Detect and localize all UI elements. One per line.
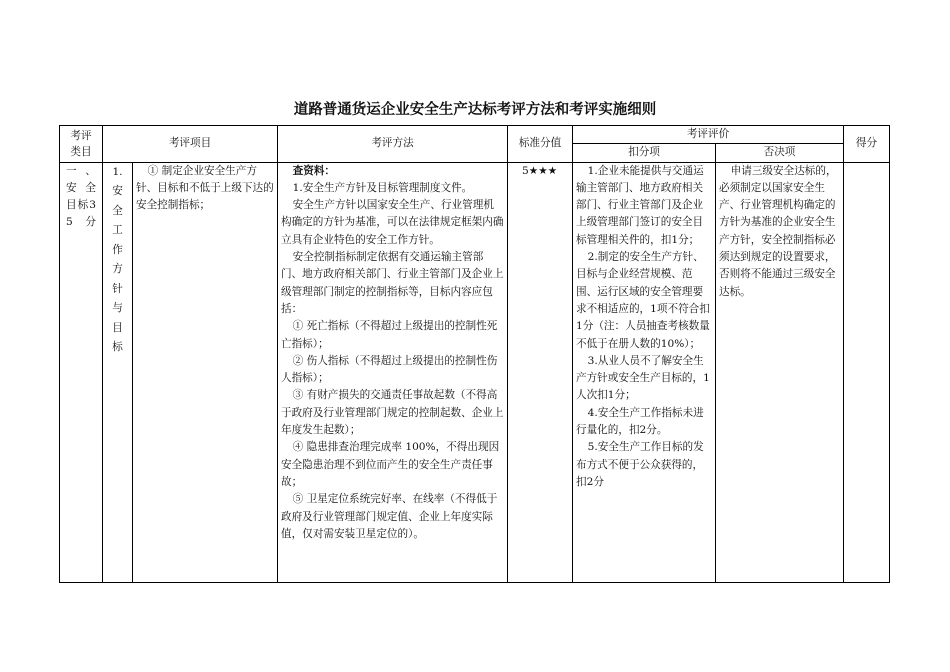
sub-item-text: ① 制定企业安全生产方针、目标和不低于上级下达的安全控制指标； [136,164,274,212]
method-line: 安全生产方针以国家安全生产、行业管理机构确定的方针为基准，可以在法律规定框架内确立具有企业特色的安全工作方针。 [281,199,504,246]
page-title: 道路普通货运企业安全生产达标考评方法和考评实施细则 [293,102,657,118]
item-number-text: 1. 安 全 工 作 方 针 与 目 标 [112,165,123,354]
deduction-item: 5.安全生产工作目标的发布方式不便于公众获得的，扣2分 [576,441,704,488]
header-deduction: 扣分项 [573,144,716,162]
method-line: ④ 隐患排查治理完成率 100%，不得出现因安全隐患治理不到位而产生的安全生产责任事故； [281,441,500,488]
deduction-item: 2.制定的安全生产方针、目标与企业经营规模、范围、运行区域的安全管理要求不相适应的，1项不符合扣1分（注：人员抽查考核数量不低于在册人数的10%）； [576,251,710,350]
sub-item-cell [133,162,278,582]
method-line: ② 伤人指标（不得超过上级提出的控制性伤人指标）； [281,354,498,385]
category-text: 一 、安 全目标35分 [66,164,96,229]
deduction-cell [573,162,716,582]
veto-text: 申请三级安全达标的，必须制定以国家安全生产、行业管理机构确定的方针为基准的企业安全生产方针，安全控制指标必须达到规定的设置要求，否则将不能通过三级安全达标。 [719,164,837,298]
method-line: ① 死亡指标（不得超过上级提出的控制性死亡指标）； [281,320,498,350]
header-veto: 否决项 [716,144,844,162]
item-number-cell [103,162,133,582]
method-line: ⑤ 卫星定位系统完好率、在线率（不得低于政府及行业管理部门规定值、企业上年度实际值，仅对需安装卫星定位的）。 [281,493,498,540]
deduction-item: 4.安全生产工作指标未进行量化的，扣2分。 [576,406,704,437]
header-result: 得分 [844,126,890,163]
evaluation-table [59,125,890,583]
method-line: 1.安全生产方针及目标管理制度文件。 [292,181,473,194]
veto-cell [716,162,844,582]
deduction-item: 3.从业人员不了解安全生产方针或安全生产目标的，1人次扣1分； [576,354,710,402]
method-heading: 查资料： [292,164,336,177]
method-line: ③ 有财产损失的交通责任事故起数（不得高于政府及行业管理部门规定的控制起数、企业上年度发生起数）； [281,389,504,437]
header-item: 考评项目 [103,126,278,163]
header-method: 考评方法 [278,126,508,163]
result-cell [844,162,890,582]
category-cell [60,162,103,582]
header-evaluation: 考评评价 [573,126,844,144]
header-category: 考评 类目 [60,126,103,163]
header-score: 标准分值 [508,126,573,163]
method-line: 安全控制指标制定依据有交通运输主管部门、地方政府相关部门、行业主管部门及企业上级管理部门制定的控制指标等，目标内容应包括： [281,251,504,315]
deduction-item: 1.企业未能提供与交通运输主管部门、地方政府相关部门、行业主管部门及企业上级管理部门签订的安全目标管理相关件的，扣1分； [576,164,704,246]
method-cell [278,162,508,582]
score-value: 5★★★ [522,164,558,177]
score-cell [508,162,573,582]
